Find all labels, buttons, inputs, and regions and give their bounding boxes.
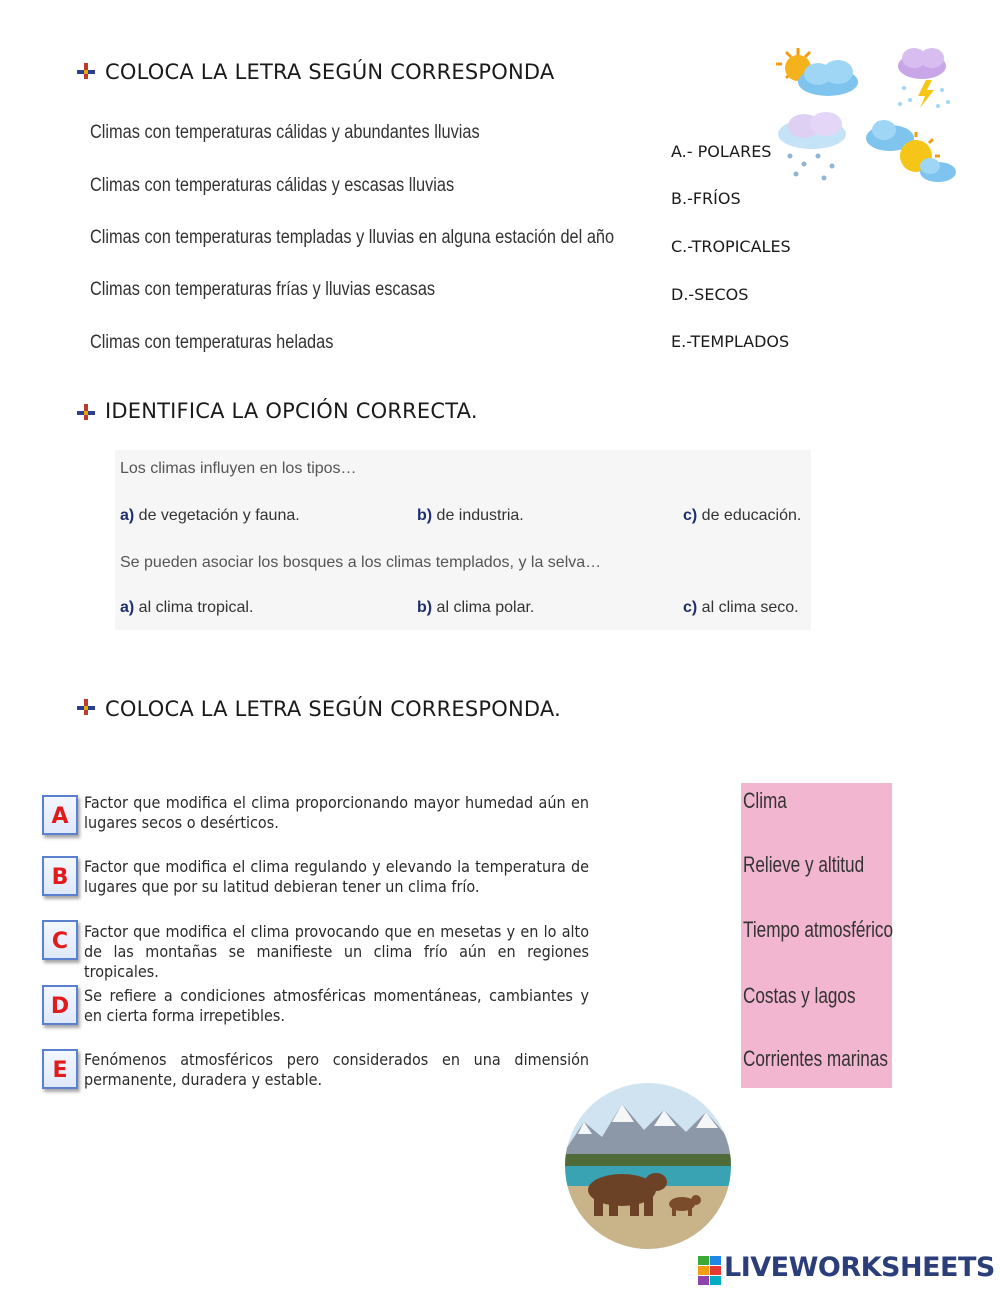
factor-text-3: Factor que modifica el clima provocando que en mesetas y en lo alto de las montañas se manifieste un clima frío aún en regiones tropicales.: [84, 922, 589, 981]
section2-heading: IDENTIFICA LA OPCIÓN CORRECTA.: [105, 399, 478, 423]
q1-option-a: a) de vegetación y fauna.: [120, 507, 300, 524]
term-3: Tiempo atmosférico: [743, 917, 894, 942]
factor-text-1: Factor que modifica el clima proporcionando mayor humedad aún en lugares secos o desérticos.: [84, 793, 589, 832]
statement-5: Climas con temperaturas heladas: [90, 332, 334, 353]
option-d: D.-SECOS: [671, 285, 749, 304]
statement-3: Climas con temperaturas templadas y lluvias en alguna estación del año: [90, 227, 615, 248]
letter-box-e[interactable]: E: [42, 1049, 78, 1089]
snow-cloud-icon: [778, 112, 846, 181]
letter-box-c[interactable]: C: [42, 920, 78, 960]
statement-4: Climas con temperaturas frías y lluvias escasas: [90, 279, 436, 300]
factor-text-2: Factor que modifica el clima regulando y elevando la temperatura de lugares que por su latitud debieran tener un clima frío.: [84, 857, 589, 896]
quiz-panel: [115, 450, 811, 630]
section1-heading: COLOCA LA LETRA SEGÚN CORRESPONDA: [105, 60, 555, 84]
q2-option-c: c) al clima seco.: [683, 599, 799, 616]
option-c: C.-TROPICALES: [671, 237, 791, 256]
q1-option-b: b) de industria.: [417, 507, 524, 524]
liveworksheets-brand[interactable]: LIVEWORKSHEETS: [724, 1252, 995, 1283]
q1-option-c: c) de educación.: [683, 507, 802, 524]
option-e: E.-TEMPLADOS: [671, 332, 790, 351]
liveworksheets-logo-icon: [698, 1254, 722, 1286]
term-5: Corrientes marinas: [743, 1046, 888, 1071]
term-2: Relieve y altitud: [743, 852, 865, 877]
bullet-icon: [76, 403, 96, 423]
letter-box-d[interactable]: D: [42, 985, 78, 1025]
factor-text-5: Fenómenos atmosféricos pero considerados en una dimensión permanente, duradera y estable.: [84, 1050, 589, 1089]
statement-1: Climas con temperaturas cálidas y abundantes lluvias: [90, 122, 480, 143]
term-4: Costas y lagos: [743, 983, 856, 1008]
bear-landscape-image: [564, 1082, 732, 1250]
q2-option-b: b) al clima polar.: [417, 599, 535, 616]
bullet-icon: [76, 62, 96, 82]
cloud-sun-icon: [866, 120, 956, 182]
option-a: A.- POLARES: [671, 142, 772, 161]
question-2: Se pueden asociar los bosques a los climas templados, y la selva…: [120, 554, 602, 571]
letter-box-a[interactable]: A: [42, 795, 78, 835]
sun-cloud-icon: [776, 48, 858, 96]
storm-cloud-icon: [898, 48, 950, 108]
section3-heading: COLOCA LA LETRA SEGÚN CORRESPONDA.: [105, 697, 561, 721]
term-1: Clima: [743, 788, 787, 813]
q2-option-a: a) al clima tropical.: [120, 599, 254, 616]
factor-text-4: Se refiere a condiciones atmosféricas momentáneas, cambiantes y en cierta forma irrepetibles.: [84, 986, 589, 1025]
question-1: Los climas influyen en los tipos…: [120, 460, 357, 477]
statement-2: Climas con temperaturas cálidas y escasas lluvias: [90, 175, 455, 196]
option-b: B.-FRÍOS: [671, 189, 741, 208]
bullet-icon: [76, 698, 96, 718]
letter-box-b[interactable]: B: [42, 856, 78, 896]
weather-icons-illustration: [776, 44, 962, 190]
